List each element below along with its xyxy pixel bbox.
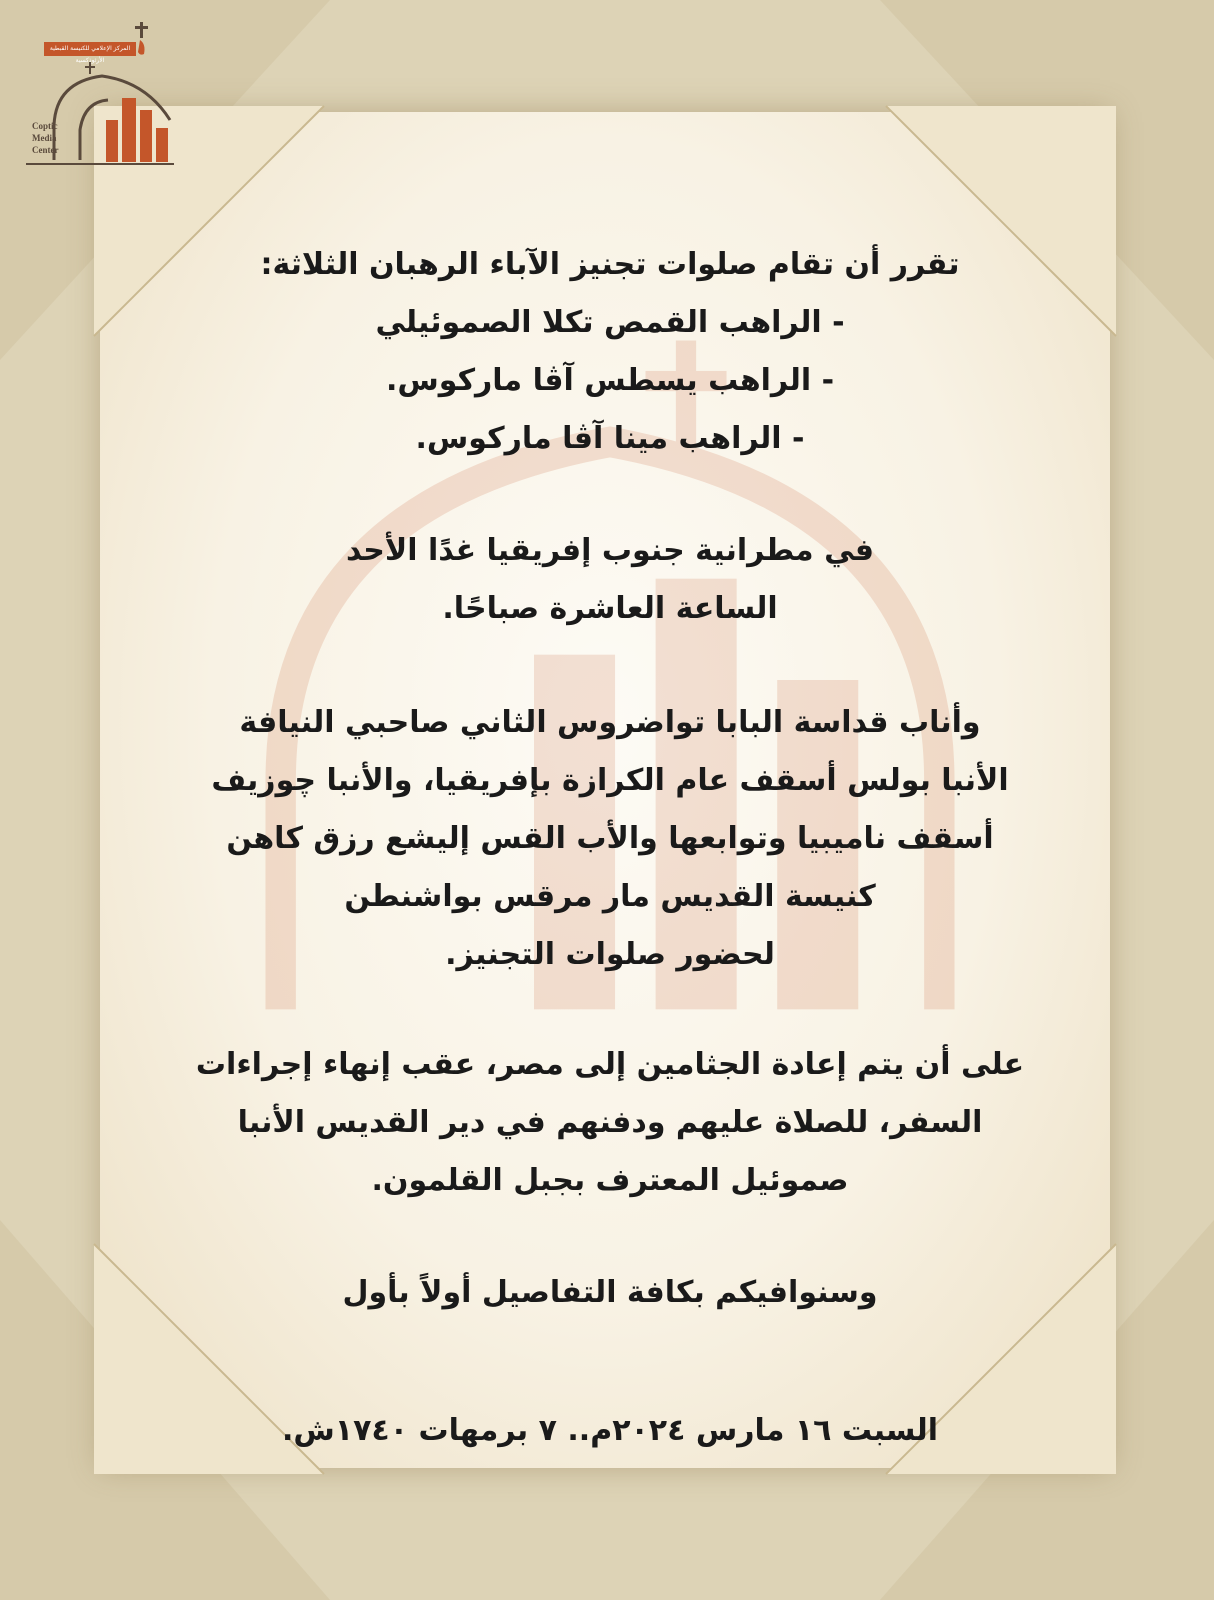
announcement-paragraph-4: [150, 1036, 1070, 1210]
paragraph-1-line-2: - الراهب القمص تكلا الصموئيلي: [375, 305, 845, 340]
coptic-media-center-logo: [26, 20, 176, 170]
announcement-paragraph-3: [150, 694, 1070, 984]
paragraph-1-line-1: تقرر أن تقام صلوات تجنيز الآباء الرهبان الثلاثة:: [260, 247, 960, 282]
logo-text-center: Center: [32, 145, 59, 155]
paragraph-3-line-2: الأنبا بولس أسقف عام الكرازة بإفريقيا، والأنبا چوزيف: [211, 763, 1009, 798]
paragraph-3-line-3: أسقف ناميبيا وتوابعها والأب القس إليشع رزق كاهن: [226, 821, 994, 856]
paragraph-3-line-4: كنيسة القديس مار مرقس بواشنطن: [344, 879, 876, 914]
logo-text-media: Media: [32, 133, 57, 143]
paragraph-3-line-1: وأناب قداسة البابا تواضروس الثاني صاحبي النيافة: [239, 705, 981, 740]
date-line: السبت ١٦ مارس ٢٠٢٤م.. ٧ برمهات ١٧٤٠ش.: [281, 1413, 938, 1448]
announcement-paragraph-2: [150, 522, 1070, 638]
announcement-date: [150, 1402, 1070, 1460]
paragraph-1-line-4: - الراهب مينا آڤا ماركوس.: [415, 421, 805, 456]
paragraph-1-line-3: - الراهب يسطس آڤا ماركوس.: [385, 363, 835, 398]
paragraph-3-line-5: لحضور صلوات التجنيز.: [445, 937, 775, 972]
announcement-paragraph-1: [150, 236, 1070, 468]
paragraph-2-line-2: الساعة العاشرة صباحًا.: [442, 591, 778, 626]
logo-arabic-name: المركز الإعلامي للكنيسة القبطية الأرثوذكسية: [49, 45, 131, 64]
paragraph-2-line-1: في مطرانية جنوب إفريقيا غدًا الأحد: [345, 533, 875, 568]
paragraph-4-line-2: السفر، للصلاة عليهم ودفنهم في دير القديس الأنبا: [237, 1105, 983, 1140]
paragraph-4-line-3: صموئيل المعترف بجبل القلمون.: [371, 1163, 849, 1198]
logo-text-coptic: Coptic: [32, 121, 58, 131]
announcement-closing: [150, 1264, 1070, 1322]
paragraph-4-line-1: على أن يتم إعادة الجثامين إلى مصر، عقب إنهاء إجراءات: [195, 1047, 1025, 1082]
closing-line: وسنوافيكم بكافة التفاصيل أولاً بأول: [342, 1275, 878, 1310]
